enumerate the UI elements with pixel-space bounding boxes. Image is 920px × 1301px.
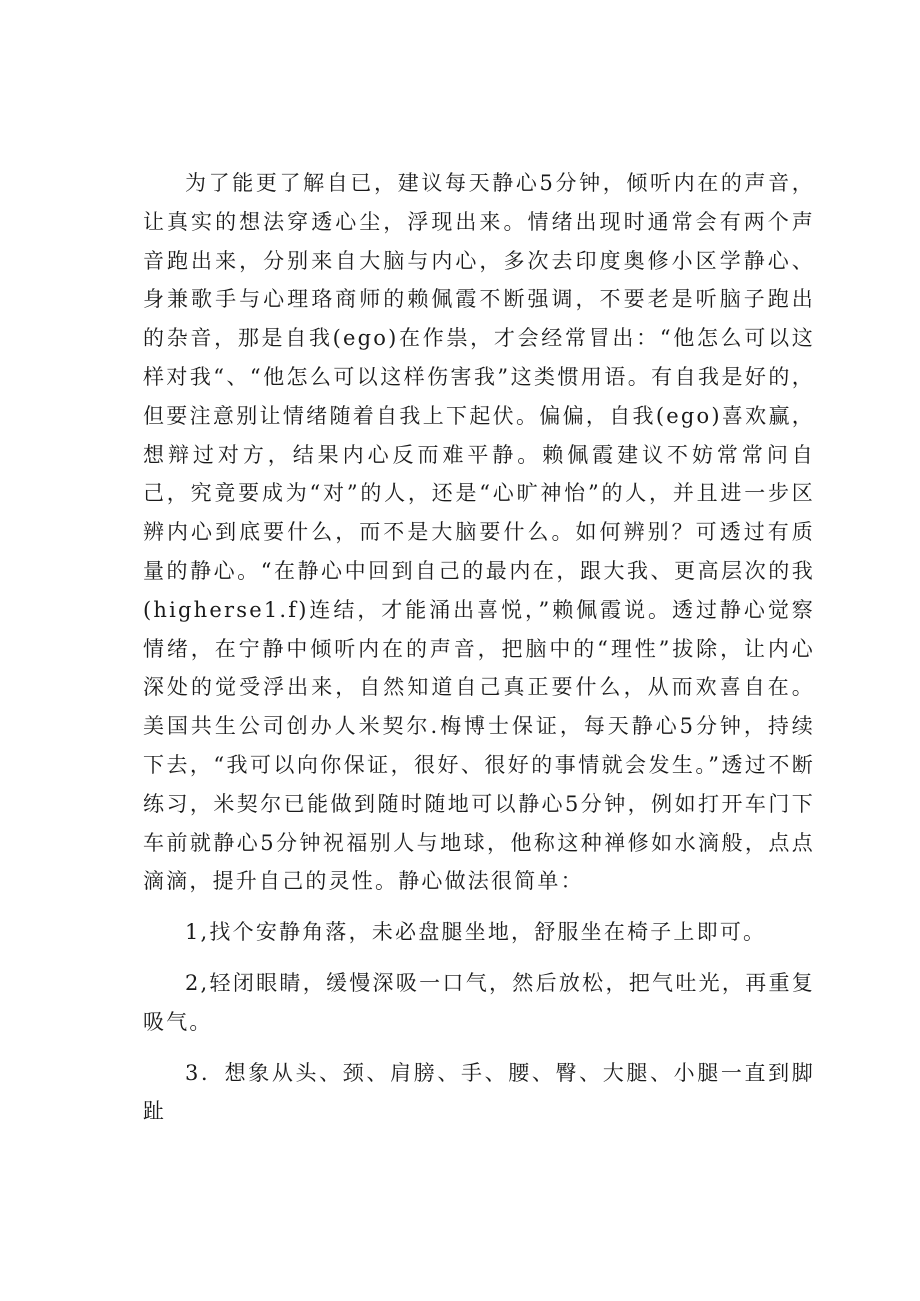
step-gap-1 bbox=[143, 952, 815, 964]
document-body bbox=[143, 164, 815, 1131]
step-item-2: 2,轻闭眼睛，缓慢深吸一口气，然后放松，把气吐光，再重复吸气。 bbox=[143, 970, 815, 1034]
paragraph-gap bbox=[143, 901, 815, 913]
step-item-1: 1,找个安静角落，未必盘腿坐地，舒服坐在椅子上即可。 bbox=[185, 920, 767, 945]
step-gap-2 bbox=[143, 1042, 815, 1054]
step-item-3: 3．想象从头、颈、肩膀、手、腰、臀、大腿、小腿一直到脚趾 bbox=[143, 1060, 815, 1124]
main-paragraph: 为了能更了解自已，建议每天静心5分钟，倾听内在的声音，让真实的想法穿透心尘，浮现出来。情绪出现时通常会有两个声音跑出来，分别来自大脑与内心，多次去印度奥修小区学静心、身兼歌手与心理珞商师的赖佩霞不断强调，不要老是听脑子跑出的杂音，那是自我(ego)在作祟，才会经常冒出：“他怎么可以这样对我“、“他怎么可以这样伤害我”这类惯用语。有自我是好的，但要注意别让情绪随着自我上下起伏。偏偏，自我(ego)喜欢赢，想辩过对方，结果内心反而难平静。赖佩霞建议不妨常常问自己，究竟要成为“对”的人，还是“心旷神怡”的人，并且进一步区辨内心到底要什么，而不是大脑要什么。如何辨别？可透过有质量的静心。“在静心中回到自己的最内在，跟大我、更高层次的我(higherse1.f)连结，才能涌出喜悦，”赖佩霞说。透过静心觉察情绪，在宁静中倾听内在的声音，把脑中的“理性”拔除，让内心深处的觉受浮出来，自然知道自己真正要什么，从而欢喜自在。美国共生公司创办人米契尔.梅博士保证，每天静心5分钟，持续下去，“我可以向你保证，很好、很好的事情就会发生。”透过不断练习，米契尔已能做到随时随地可以静心5分钟，例如打开车门下车前就静心5分钟祝福别人与地球，他称这种禅修如水滴般，点点滴滴，提升自己的灵性。静心做法很简单： bbox=[143, 171, 815, 894]
